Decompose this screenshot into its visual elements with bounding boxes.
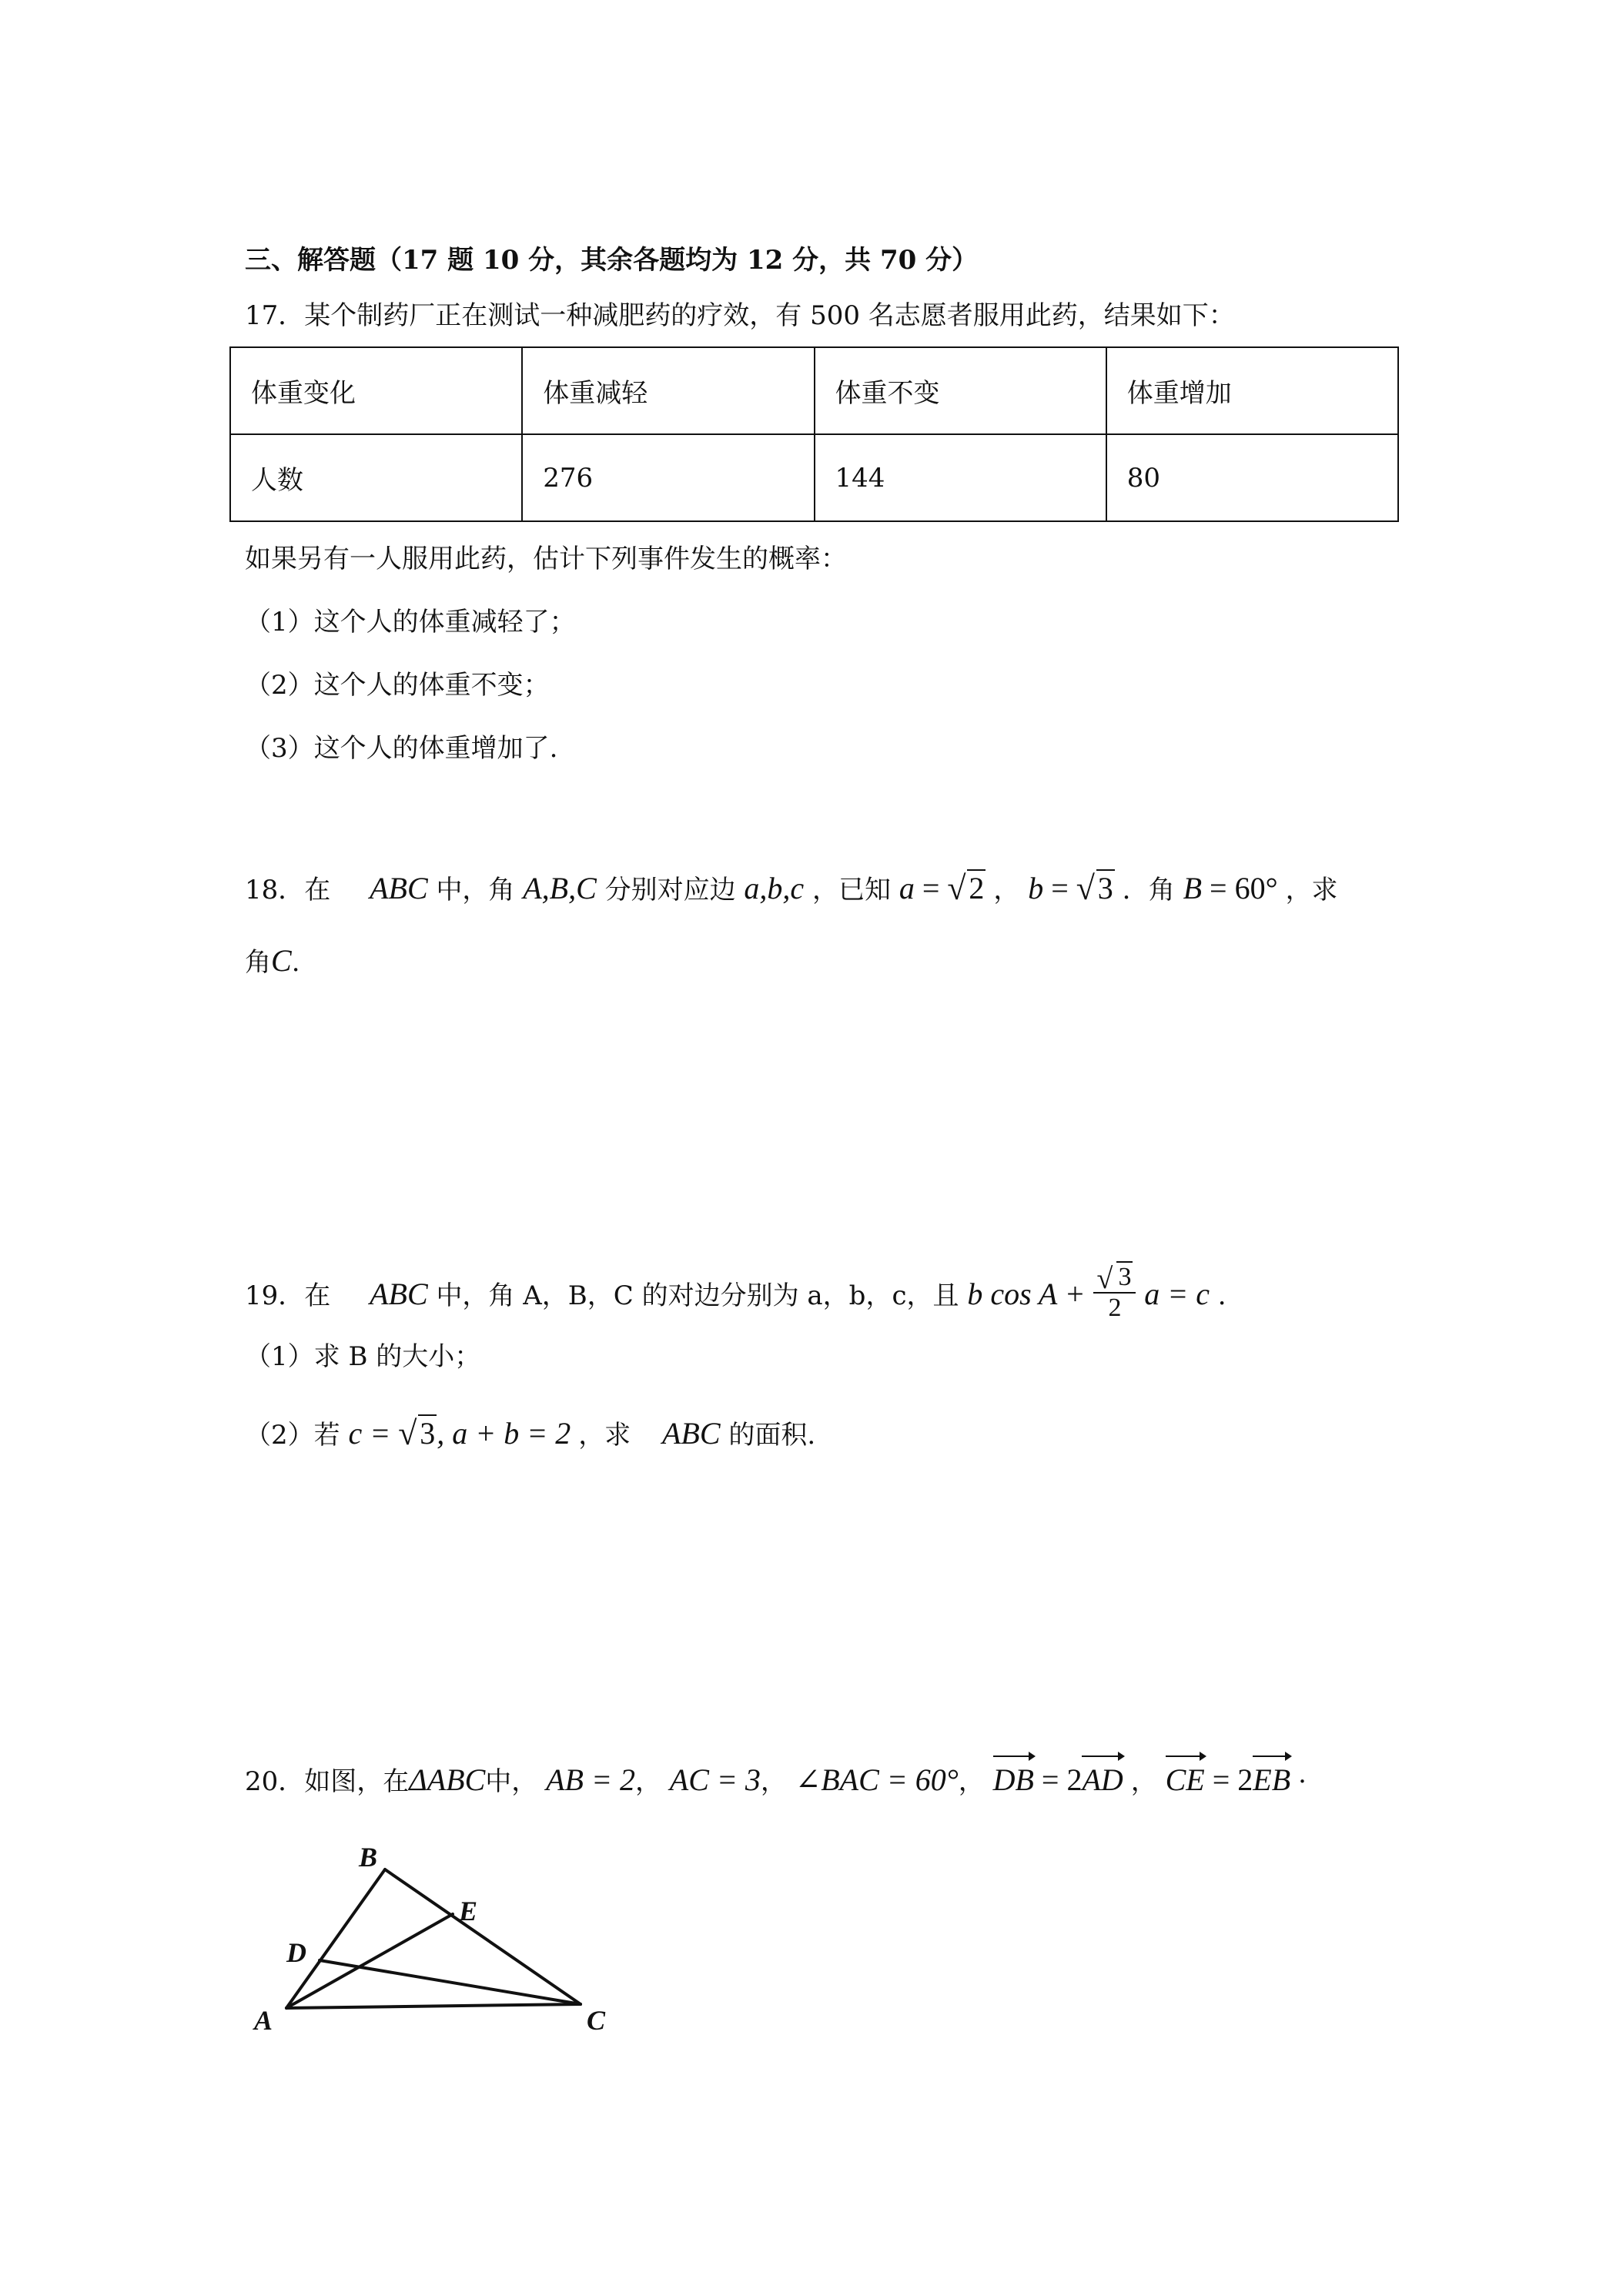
triangle-figure (246, 1832, 631, 2040)
q19-end: ． (1217, 1280, 1244, 1311)
q17-item-3: （3）这个人的体重增加了. (245, 733, 558, 764)
table-row-label: 人数 (230, 434, 522, 521)
segment-dc (320, 1960, 581, 2004)
sqrt-icon: √ 3 (1096, 1263, 1132, 1295)
q19-ab-sum: , a + b = 2 (437, 1416, 571, 1451)
q18-sides: a,b,c (744, 871, 805, 905)
q17-prompt: 如果另有一人服用此药，估计下列事件发生的概率： (245, 544, 847, 574)
section-title: 三、解答题（17 题 10 分，其余各题均为 12 分，共 70 分） (245, 245, 979, 276)
q19-fraction (1093, 1263, 1136, 1323)
table-row (230, 434, 1398, 521)
q18-equals: = (1210, 871, 1227, 905)
table-header-cell: 体重不变 (815, 347, 1106, 434)
q18-text: ，已知 (812, 875, 891, 905)
q19-text: 的面积. (728, 1420, 816, 1451)
q18-a: a (899, 871, 915, 905)
q18-text: ．角 (1122, 875, 1175, 905)
q18-B-eq (1183, 871, 1286, 905)
q19-c-eq (348, 1416, 578, 1451)
q18-angles: A,B,C (523, 871, 597, 905)
q20-vector-eq-2 (1166, 1762, 1299, 1797)
q18-number: 18．在 (245, 875, 331, 905)
q18-line2 (245, 943, 300, 978)
segment-ae (286, 1914, 453, 2008)
table-row (230, 347, 1398, 434)
label-b: B (359, 1842, 378, 1873)
q18-text: ，求 (1285, 875, 1338, 905)
q20-triangle: ΔABC (409, 1762, 486, 1797)
q18-line1 (245, 869, 1338, 907)
q20-vec-eq: = 2 (1212, 1762, 1253, 1797)
vector-arrow-icon (1166, 1755, 1205, 1765)
q20-end: · (1298, 1766, 1307, 1797)
label-a: A (254, 2005, 273, 2036)
table-header-cell: 体重增加 (1106, 347, 1398, 434)
q20-sep: ， (634, 1766, 661, 1797)
label-e: E (459, 1896, 478, 1926)
q18-equals: = (1051, 871, 1069, 905)
q19-expr-left: b cos A + (967, 1277, 1086, 1311)
q18-text: 角 (245, 947, 271, 978)
q19-triangle: ABC (662, 1416, 721, 1451)
q17-stem: 17．某个制药厂正在测试一种减肥药的疗效，有 500 名志愿者服用此药，结果如下： (245, 300, 1235, 331)
sqrt-icon: √ 2 (947, 869, 985, 907)
q18-B-value: 60° (1234, 871, 1278, 905)
q17-item-1: （1）这个人的体重减轻了； (245, 607, 576, 638)
label-c: C (587, 2005, 606, 2036)
q19-c-radicand: 3 (420, 1416, 436, 1451)
q20-sep: ， (760, 1766, 787, 1797)
q19-line1 (245, 1263, 1244, 1327)
q20-vec-eq: = 2 (1041, 1762, 1083, 1797)
q19-text: ，求 (578, 1420, 631, 1451)
q20-sep: ， (958, 1766, 985, 1797)
q17-table (229, 346, 1399, 522)
q19-text: （2）若 (245, 1420, 340, 1451)
q19-frac-numerator: 3 (1118, 1263, 1132, 1291)
table-header-cell: 体重减轻 (522, 347, 814, 434)
q18-end: . (291, 947, 300, 978)
q20-vec-eb: EB (1253, 1762, 1291, 1797)
q19-text: 中，角 A，B，C 的对边分别为 a，b，c，且 (436, 1280, 959, 1311)
q18-a-eq (899, 871, 994, 905)
q20-angle: ∠BAC = 60° (795, 1762, 959, 1797)
q18-equals: = (922, 871, 940, 905)
q20-vec-ad: AD (1082, 1762, 1123, 1797)
q17-item-2: （2）这个人的体重不变； (245, 670, 550, 701)
q18-b: b (1028, 871, 1044, 905)
q18-C: C (271, 943, 292, 978)
vector-arrow-icon (1082, 1755, 1123, 1765)
q18-a-radicand: 2 (969, 871, 985, 905)
label-d: D (286, 1937, 306, 1968)
q20-ab: AB = 2 (546, 1762, 635, 1797)
q19-expr-right: a = c (1144, 1277, 1210, 1311)
q20-line1 (245, 1762, 1307, 1797)
table-cell: 144 (815, 434, 1106, 521)
sqrt-icon: √ 3 (1076, 869, 1113, 907)
vector-arrow-icon (993, 1755, 1034, 1765)
q18-B: B (1183, 871, 1202, 905)
q20-vec-db: DB (992, 1762, 1034, 1797)
edge-ac (286, 2004, 581, 2008)
q18-b-eq (1028, 871, 1123, 905)
q19-item-1: （1）求 B 的大小； (245, 1341, 481, 1372)
q20-vector-eq-1 (993, 1762, 1131, 1797)
q20-ac: AC = 3 (669, 1762, 761, 1797)
q20-number: 20．如图，在 (245, 1766, 410, 1797)
q19-triangle: ABC (370, 1277, 428, 1311)
q20-vec-ce: CE (1165, 1762, 1205, 1797)
q18-b-radicand: 3 (1097, 871, 1113, 905)
q18-text: 中，角 (436, 875, 515, 905)
q18-text: 分别对应边 (604, 875, 736, 905)
q19-c: c = (348, 1416, 391, 1451)
vector-arrow-icon (1253, 1755, 1290, 1765)
table-header-cell: 体重变化 (230, 347, 522, 434)
q19-frac-denominator: 2 (1108, 1294, 1122, 1322)
table-cell: 276 (522, 434, 814, 521)
q20-text: 中， (485, 1766, 538, 1797)
q19-number: 19．在 (245, 1280, 331, 1311)
q18-comma: ， (993, 875, 1020, 905)
table-cell: 80 (1106, 434, 1398, 521)
sqrt-icon: √ 3 (398, 1414, 436, 1452)
q18-triangle: ABC (370, 871, 428, 905)
q19-item-2 (245, 1414, 816, 1452)
q20-sep: ， (1130, 1766, 1157, 1797)
